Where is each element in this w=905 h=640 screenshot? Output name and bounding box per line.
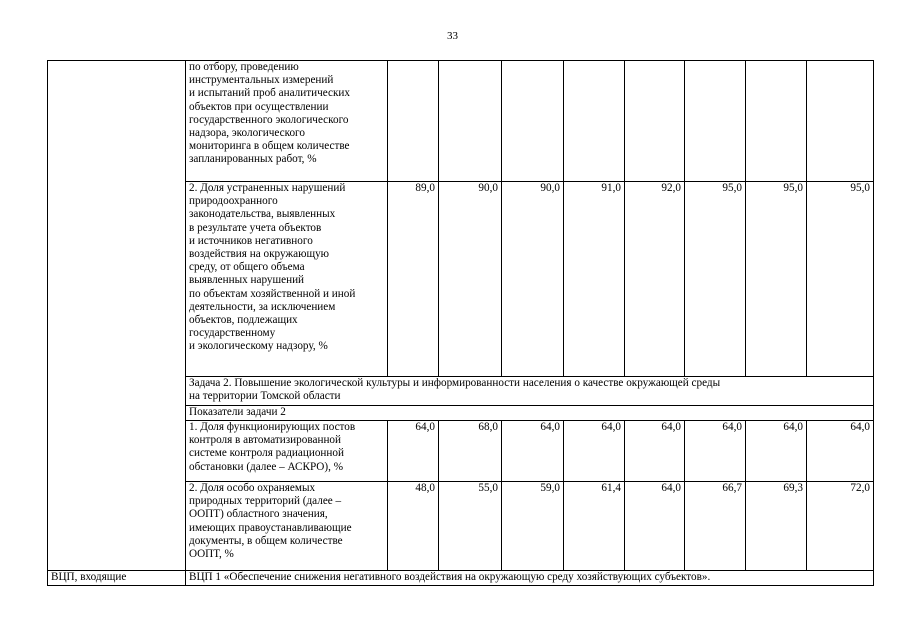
table-row — [48, 571, 874, 586]
value-cell: 89,0 — [388, 182, 439, 377]
value-cell: 64,0 — [388, 421, 439, 482]
value-cell — [439, 61, 502, 182]
vcp-text: ВЦП 1 «Обеспечение снижения негативного воздействия на окружающую среду хозяйствующих субъектов». — [186, 571, 874, 586]
indicator-label: 1. Доля функционирующих постов контроля в автоматизированной системе контроля радиационной обстановки (далее – АСКРО), % — [186, 421, 388, 482]
value-cell: 48,0 — [388, 482, 439, 571]
value-cell: 64,0 — [625, 421, 685, 482]
value-cell: 72,0 — [807, 482, 874, 571]
value-cell: 91,0 — [564, 182, 625, 377]
indicator-label: 2. Доля устраненных нарушений природоохранного законодательства, выявленных в результате учета объектов и источников негативного воздействия на окружающую среду, от общего объема выявленных нарушений по объектам хозяйственной и иной деятельности, за исключением объектов, подлежащих государственному и экологическому надзору, % — [186, 182, 388, 377]
indicators-heading: Показатели задачи 2 — [186, 406, 874, 421]
value-cell — [502, 61, 564, 182]
vcp-label: ВЦП, входящие — [48, 571, 186, 586]
value-cell: 68,0 — [439, 421, 502, 482]
page-number: 33 — [447, 30, 458, 42]
value-cell — [625, 61, 685, 182]
indicators-table — [47, 60, 874, 586]
value-cell — [685, 61, 746, 182]
value-cell: 69,3 — [746, 482, 807, 571]
value-cell: 66,7 — [685, 482, 746, 571]
value-cell: 95,0 — [685, 182, 746, 377]
value-cell: 92,0 — [625, 182, 685, 377]
value-cell: 90,0 — [439, 182, 502, 377]
value-cell: 64,0 — [807, 421, 874, 482]
value-cell: 61,4 — [564, 482, 625, 571]
indicator-label: по отбору, проведению инструментальных измерений и испытаний проб аналитических объектов при осуществлении государственного экологического надзора, экологического мониторинга в общем количестве запланированных работ, % — [186, 61, 388, 182]
value-cell: 64,0 — [502, 421, 564, 482]
left-empty-cell — [48, 61, 186, 571]
value-cell — [746, 61, 807, 182]
value-cell: 64,0 — [625, 482, 685, 571]
value-cell — [807, 61, 874, 182]
value-cell: 64,0 — [564, 421, 625, 482]
value-cell — [564, 61, 625, 182]
value-cell: 95,0 — [746, 182, 807, 377]
value-cell: 64,0 — [685, 421, 746, 482]
task-heading: Задача 2. Повышение экологической культуры и информированности населения о качестве окружающей среды на территории Томской области — [186, 377, 874, 406]
value-cell: 55,0 — [439, 482, 502, 571]
value-cell: 59,0 — [502, 482, 564, 571]
indicator-label: 2. Доля особо охраняемых природных территорий (далее – ООПТ) областного значения, имеющих правоустанавливающие документы, в общем количестве ООПТ, % — [186, 482, 388, 571]
value-cell: 90,0 — [502, 182, 564, 377]
value-cell — [388, 61, 439, 182]
table-row — [48, 61, 874, 182]
value-cell: 64,0 — [746, 421, 807, 482]
value-cell: 95,0 — [807, 182, 874, 377]
